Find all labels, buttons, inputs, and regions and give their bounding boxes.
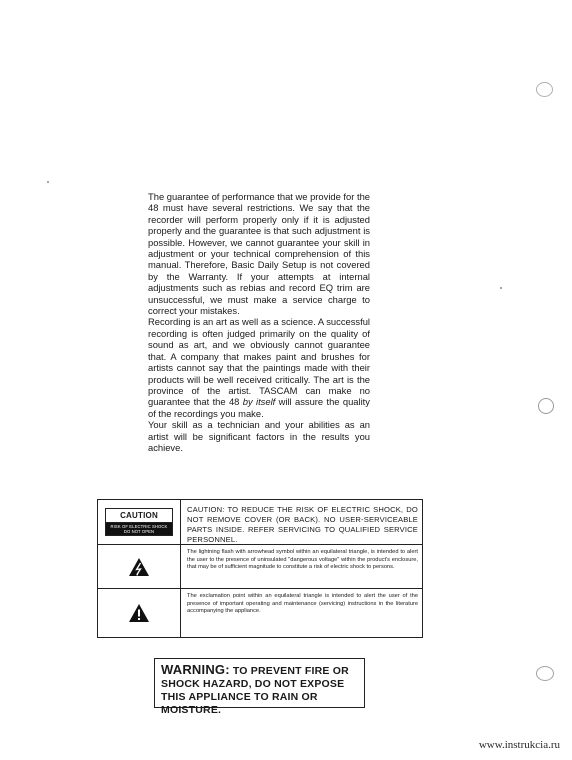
caution-badge-line1: RISK OF ELECTRIC SHOCK [110, 523, 168, 529]
paragraph-art [148, 316, 370, 419]
paragraph-guarantee: The guarantee of performance that we provide for the 48 must have several restrictions. We say that the recorder will perform properly only if it is adjusted properly and the guarantee is that such adjustment is possible. However, we cannot guarantee your skill in adjustment or your technical comprehension of this manual. Therefore, Basic Daily Setup is not covered by the Warranty. If your attempts at internal adjustments such as rebias and record EQ trim are unsuccessful, we must make a service charge to correct your mistakes. [148, 191, 371, 317]
caution-badge [105, 508, 173, 536]
paragraph-art-part1: Recording is an art as well as a science. A successful recording is often judged primarily on the quality of sound as art, and we obviously cannot guarantee that. A company that makes paint and brushes for artists cannot say that the paintings made with their products will be well received critically. The art is the province of the artist. TASCAM can make no guarantee that the 48 [148, 316, 370, 408]
warning-label: WARNING: [161, 662, 230, 677]
paragraph-art-part2: will assure the quality of the recordings you make. [148, 396, 370, 419]
binder-hole-top [536, 82, 553, 97]
scan-speck [47, 181, 49, 183]
lightning-text: The lightning flash with arrowhead symbol within an equilateral triangle, is intended to alert the user to the presence of uninsulated "dangerous voltage" within the product's enclosure, that may be of sufficient magnitude to constitute a risk of electric shock to persons. [181, 545, 422, 589]
caution-badge-line2: DO NOT OPEN [123, 529, 155, 534]
safety-notice-table [97, 499, 423, 638]
lightning-triangle-icon [128, 557, 150, 577]
binder-hole-bottom [536, 666, 554, 681]
warning-box [154, 658, 365, 716]
binder-hole-middle [538, 398, 554, 414]
caution-badge-cell [98, 500, 181, 545]
exclamation-symbol-cell [98, 589, 181, 637]
lightning-symbol-cell [98, 545, 181, 589]
watermark-url: www.instrukcia.ru [478, 739, 560, 751]
scan-speck [500, 287, 502, 289]
exclamation-text: The exclamation point within an equilateral triangle is intended to alert the user of the presence of important operating and maintenance (servicing) instructions in the literature accompanying the appliance. [187, 593, 418, 615]
caution-text: CAUTION: TO REDUCE THE RISK OF ELECTRIC SHOCK, DO NOT REMOVE COVER (OR BACK). NO USER-SERVICEABLE PARTS INSIDE. REFER SERVICING TO QUALIFIED SERVICE PERSONNEL. [181, 500, 422, 545]
paragraph-skill: Your skill as a technician and your abilities as an artist will be significant factors in the results you achieve. [148, 419, 370, 453]
paragraph-art-emphasis: by itself [242, 396, 276, 408]
caution-badge-subtitle [106, 523, 172, 535]
guarantee-text [148, 191, 370, 453]
warning-text: TO PREVENT FIRE OR SHOCK HAZARD, DO NOT EXPOSE THIS APPLIANCE TO RAIN OR MOISTURE. [161, 665, 349, 716]
caution-badge-title: CAUTION [106, 509, 172, 523]
exclamation-triangle-icon [128, 603, 150, 623]
